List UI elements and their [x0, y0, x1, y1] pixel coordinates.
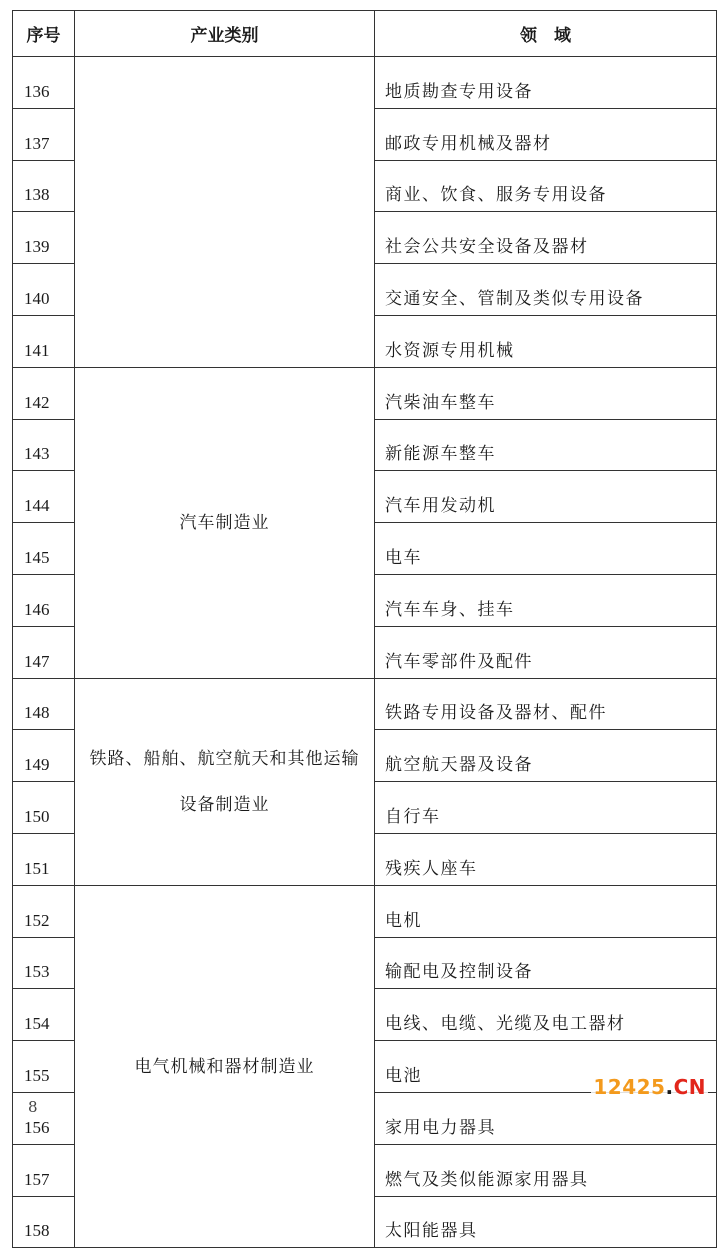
category-cell-rail	[75, 678, 375, 885]
table-header-row	[13, 11, 717, 57]
category-cell-electric: 电气机械和器材制造业	[75, 885, 375, 1248]
table-row	[13, 678, 717, 730]
category-cell-auto: 汽车制造业	[75, 367, 375, 678]
row-field: 航空航天器及设备	[375, 730, 717, 782]
row-num: 155	[13, 1041, 75, 1093]
row-field: 交通安全、管制及类似专用设备	[375, 264, 717, 316]
row-num: 156	[13, 1092, 75, 1144]
watermark-dot: .	[665, 1075, 674, 1099]
industry-table	[12, 10, 717, 1248]
row-field: 汽车零部件及配件	[375, 626, 717, 678]
row-field: 汽车车身、挂车	[375, 574, 717, 626]
row-field: 太阳能器具	[375, 1196, 717, 1248]
row-field: 新能源车整车	[375, 419, 717, 471]
row-field: 社会公共安全设备及器材	[375, 212, 717, 264]
row-num: 152	[13, 885, 75, 937]
row-num: 143	[13, 419, 75, 471]
row-num: 146	[13, 574, 75, 626]
row-num: 137	[13, 108, 75, 160]
watermark-digits: 12425	[593, 1075, 666, 1099]
row-num: 144	[13, 471, 75, 523]
row-num: 157	[13, 1144, 75, 1196]
row-field: 邮政专用机械及器材	[375, 108, 717, 160]
row-field: 汽柴油车整车	[375, 367, 717, 419]
row-field: 电车	[375, 523, 717, 575]
row-field: 家用电力器具	[375, 1092, 717, 1144]
row-field: 自行车	[375, 782, 717, 834]
row-field: 铁路专用设备及器材、配件	[375, 678, 717, 730]
row-field: 输配电及控制设备	[375, 937, 717, 989]
row-num: 153	[13, 937, 75, 989]
row-field: 残疾人座车	[375, 833, 717, 885]
table-row	[13, 885, 717, 937]
row-field: 燃气及类似能源家用器具	[375, 1144, 717, 1196]
page-number: 8	[28, 1098, 38, 1116]
row-num: 139	[13, 212, 75, 264]
row-num: 142	[13, 367, 75, 419]
header-category: 产业类别	[75, 11, 375, 57]
row-num: 154	[13, 989, 75, 1041]
site-watermark-logo	[591, 1075, 708, 1099]
row-field: 电池	[375, 1041, 717, 1093]
row-num: 158	[13, 1196, 75, 1248]
row-num: 136	[13, 57, 75, 109]
table-row	[13, 367, 717, 419]
row-num: 151	[13, 833, 75, 885]
row-num: 150	[13, 782, 75, 834]
table-row	[13, 57, 717, 109]
row-field: 商业、饮食、服务专用设备	[375, 160, 717, 212]
row-field: 电机	[375, 885, 717, 937]
row-num: 149	[13, 730, 75, 782]
row-field: 地质勘查专用设备	[375, 57, 717, 109]
header-num: 序号	[13, 11, 75, 57]
category-cell-blank	[75, 57, 375, 368]
category-rail-line2: 设备制造业	[179, 794, 270, 815]
row-num: 140	[13, 264, 75, 316]
row-field: 电线、电缆、光缆及电工器材	[375, 989, 717, 1041]
row-num: 148	[13, 678, 75, 730]
category-rail-line1: 铁路、船舶、航空航天和其他运输	[89, 748, 360, 769]
row-field: 汽车用发动机	[375, 471, 717, 523]
row-field: 水资源专用机械	[375, 315, 717, 367]
row-num: 147	[13, 626, 75, 678]
row-num: 138	[13, 160, 75, 212]
watermark-tld: CN	[673, 1075, 706, 1099]
row-num: 145	[13, 523, 75, 575]
row-num: 141	[13, 315, 75, 367]
header-field: 领 域	[375, 11, 717, 57]
